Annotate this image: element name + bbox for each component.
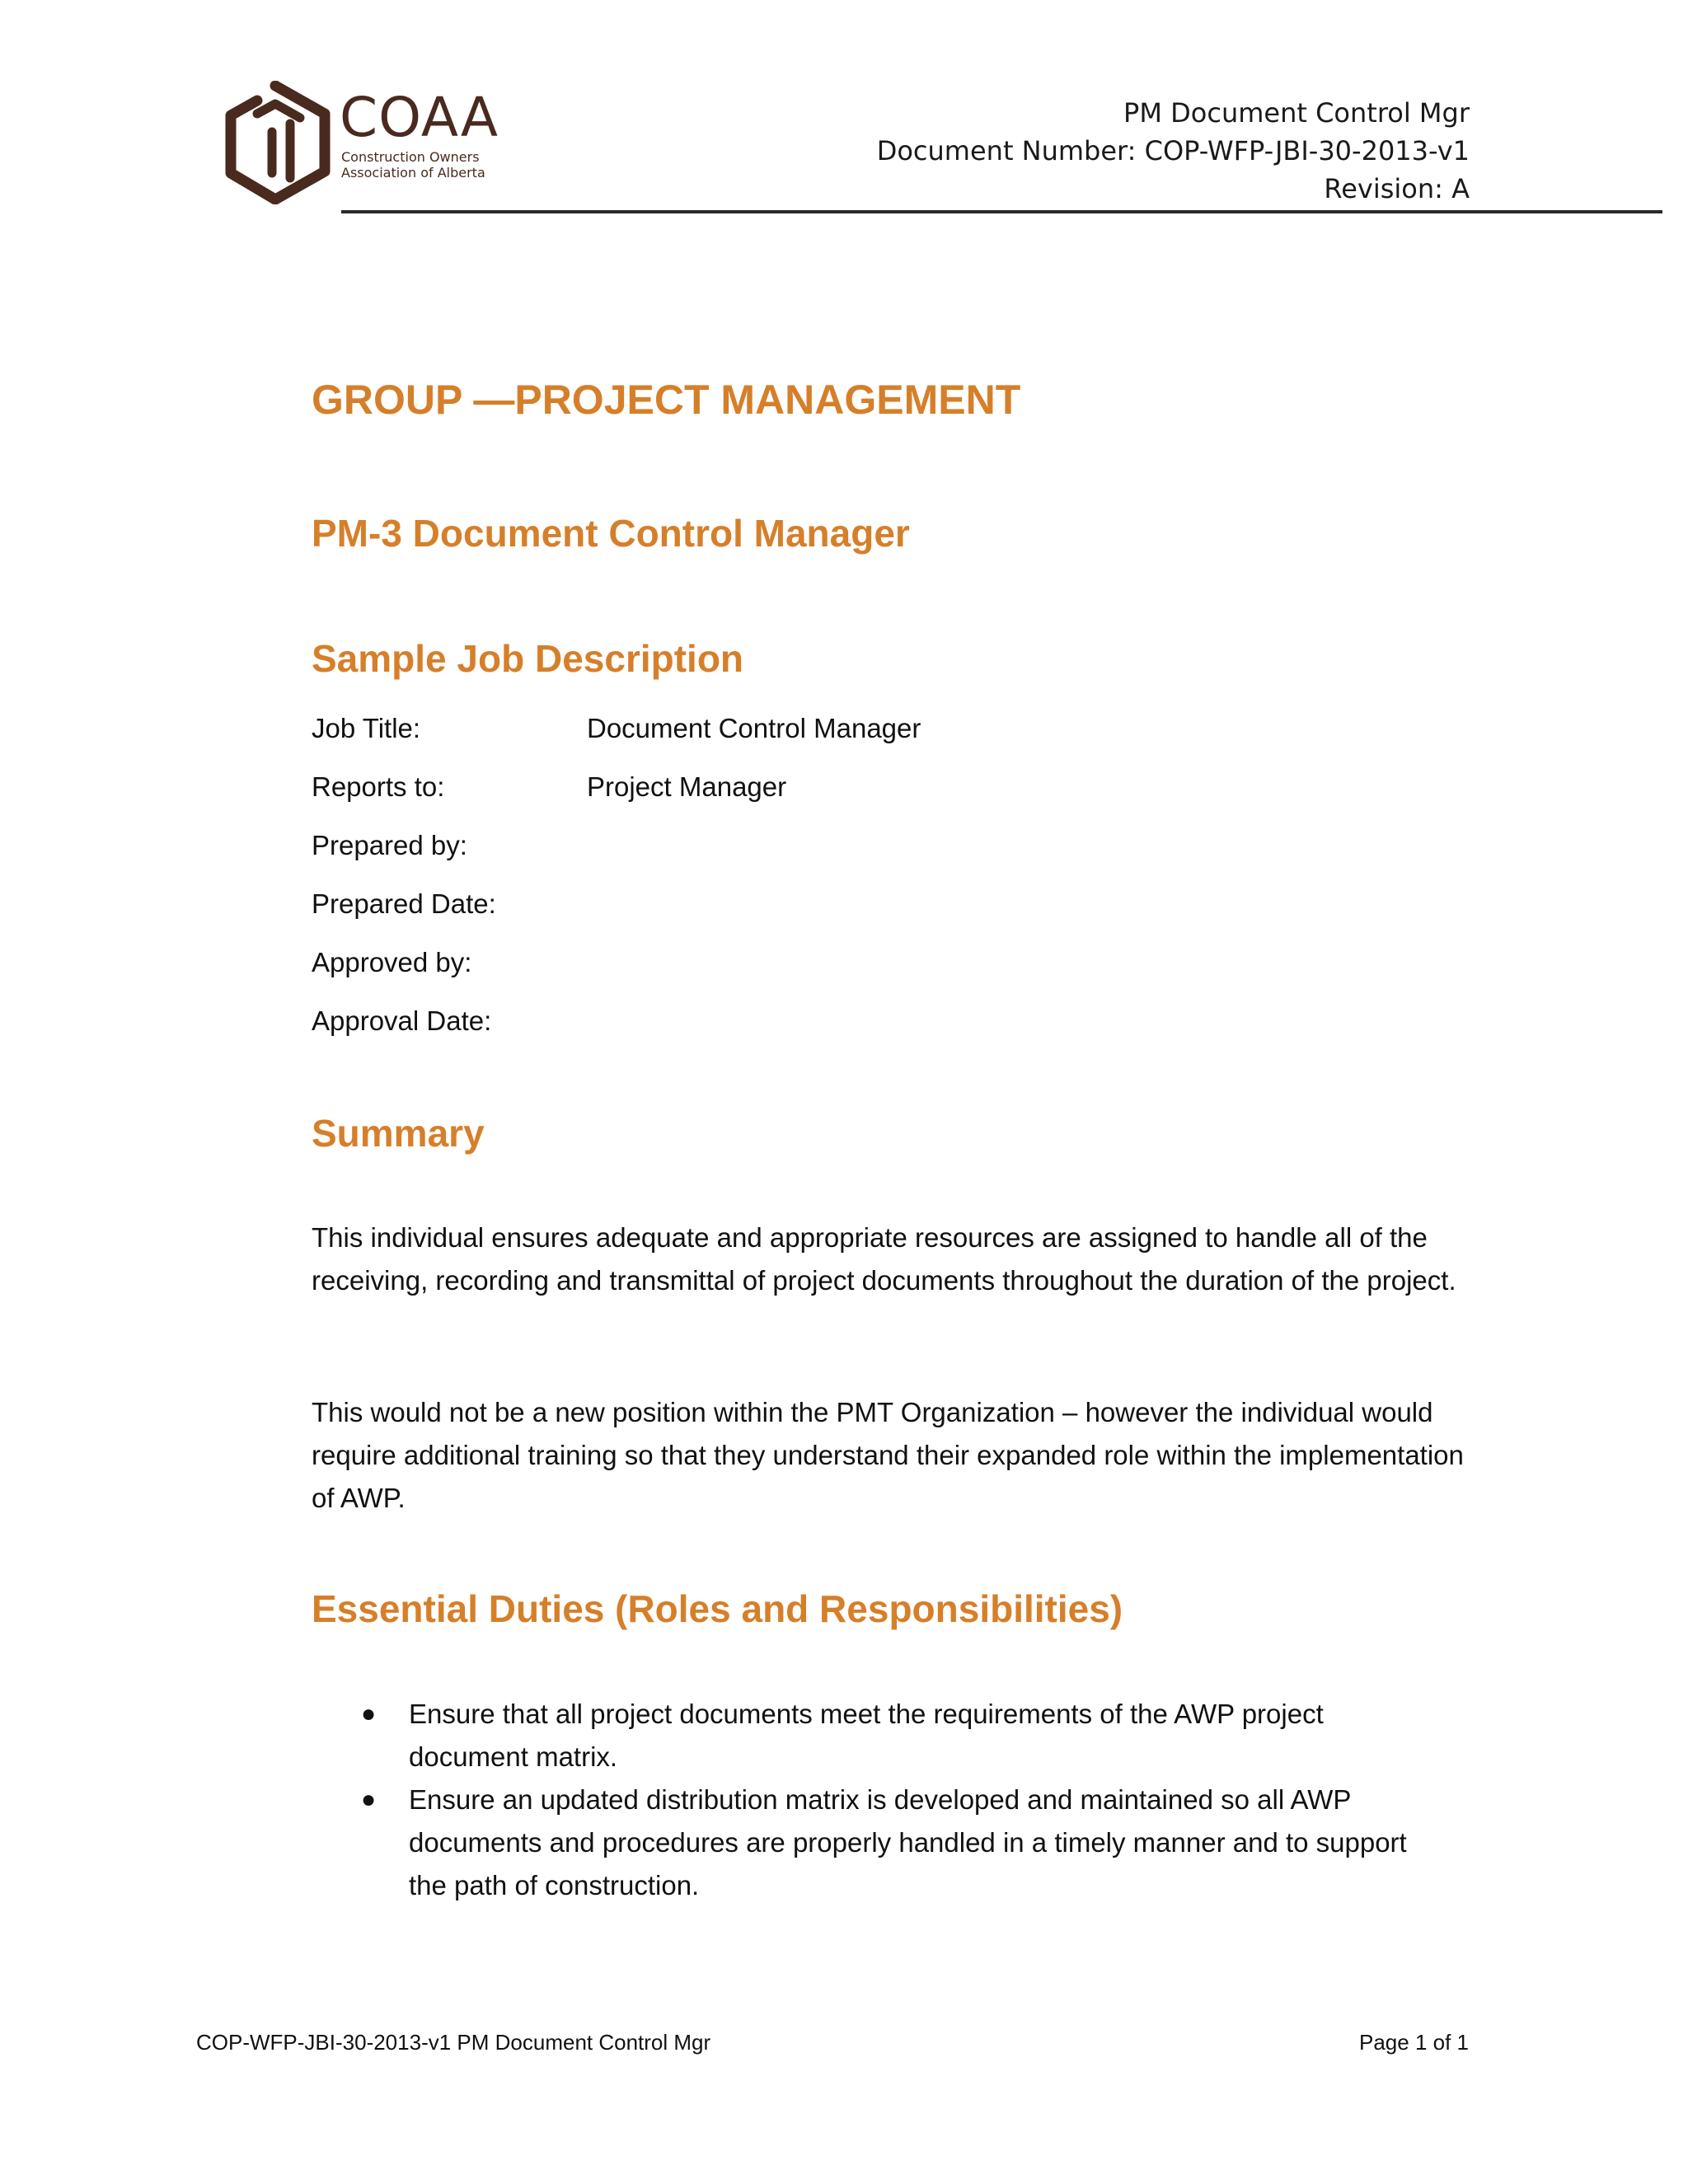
field-label: Prepared Date:	[312, 888, 496, 919]
field-row-approval-date	[312, 1001, 1482, 1060]
field-row-approved-by	[312, 943, 1482, 1001]
logo-subtitle-line1: Construction Owners	[341, 149, 480, 165]
field-label: Reports to:	[312, 771, 445, 802]
footer-page-number: Page 1 of 1	[1359, 2030, 1469, 2055]
sample-job-description-heading: Sample Job Description	[312, 637, 744, 680]
field-row-reports-to	[312, 767, 1482, 826]
footer-document-id: COP-WFP-JBI-30-2013-v1 PM Document Control Mgr	[196, 2030, 711, 2055]
field-label: Approved by:	[312, 947, 472, 977]
field-label: Job Title:	[312, 713, 421, 743]
job-fields	[312, 709, 1482, 1060]
duty-text: Ensure an updated distribution matrix is developed and maintained so all AWP documents and procedures are properly handled in a timely manner and to support the path of construction.	[409, 1784, 1407, 1900]
field-row-job-title	[312, 709, 1482, 767]
header-info	[877, 94, 1470, 208]
coaa-logo	[224, 81, 504, 204]
hexagon-logo-icon	[224, 81, 333, 204]
field-label: Prepared by:	[312, 830, 467, 860]
essential-duties-heading: Essential Duties (Roles and Responsibilities)	[312, 1587, 1123, 1630]
group-heading: GROUP —PROJECT MANAGEMENT	[312, 377, 1021, 423]
logo-subtitle-line2: Association of Alberta	[341, 165, 485, 180]
summary-paragraph-1: This individual ensures adequate and appropriate resources are assigned to handle all of the receiving, recording and transmittal of project documents throughout the duration of the project.	[312, 1222, 1456, 1296]
bullet-icon: ●	[361, 1700, 377, 1727]
field-row-prepared-by	[312, 826, 1482, 884]
field-value: Document Control Manager	[587, 713, 921, 743]
header-doc-number: Document Number: COP-WFP-JBI-30-2013-v1	[876, 135, 1470, 166]
summary-heading: Summary	[312, 1112, 485, 1155]
logo-wordmark: COAA	[340, 86, 499, 149]
header-revision: Revision: A	[1324, 173, 1470, 204]
header-doc-title: PM Document Control Mgr	[1123, 97, 1470, 129]
header-divider	[341, 210, 1662, 213]
duties-list	[312, 1693, 1482, 1907]
summary-paragraph-2: This would not be a new position within the PMT Organization – however the individual would require additional training so that they understand their expanded role within the implementation of AWP.	[312, 1397, 1464, 1513]
field-value: Project Manager	[587, 771, 787, 802]
field-row-prepared-date	[312, 884, 1482, 943]
field-label: Approval Date:	[312, 1005, 492, 1036]
duty-text: Ensure that all project documents meet the requirements of the AWP project document matrix.	[409, 1699, 1324, 1772]
list-item	[312, 1693, 1447, 1779]
bullet-icon: ●	[361, 1786, 377, 1813]
role-heading: PM-3 Document Control Manager	[312, 512, 910, 555]
list-item	[312, 1779, 1447, 1907]
